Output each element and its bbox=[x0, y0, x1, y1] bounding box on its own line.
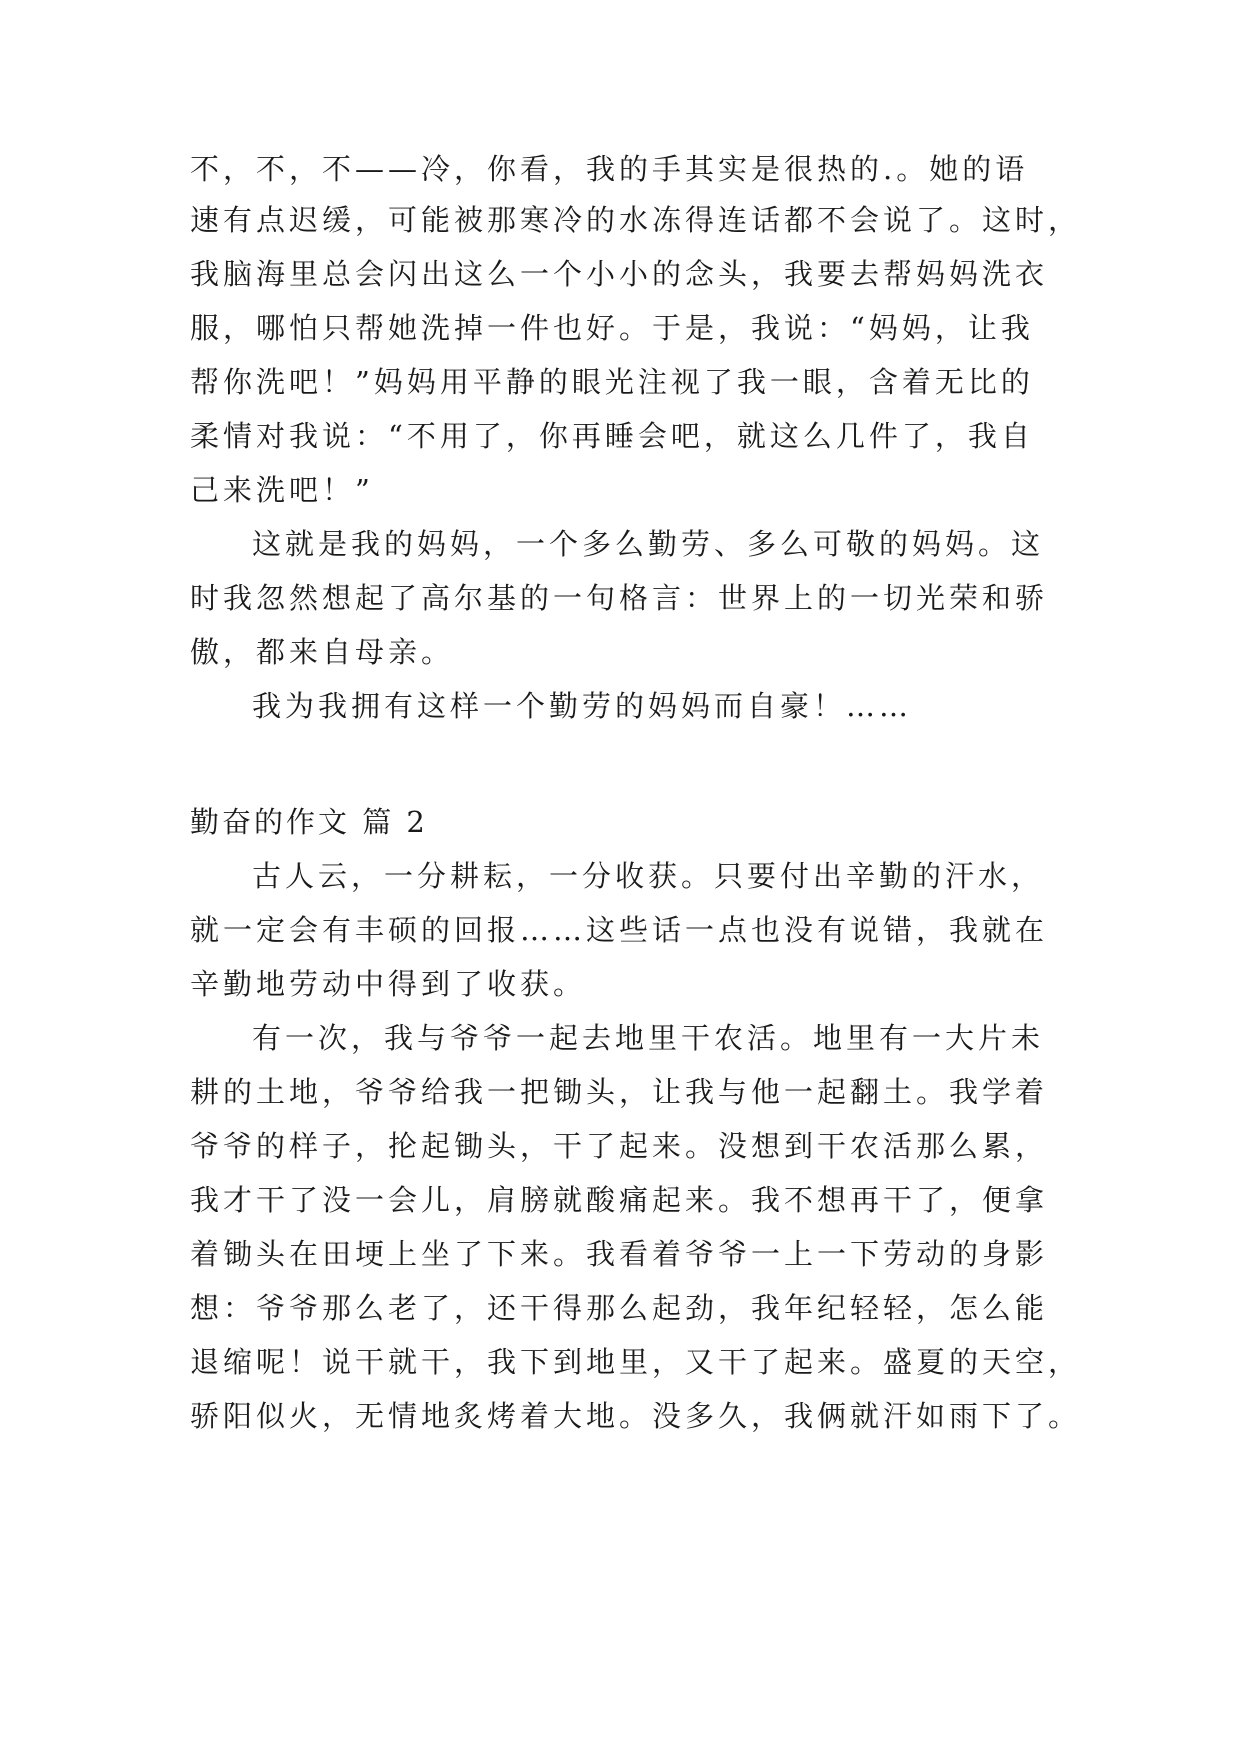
paragraph-line: 服，哪怕只帮她洗掉一件也好。于是，我说：“妈妈，让我 bbox=[190, 311, 1034, 345]
paragraph-line: 不，不，不——冷，你看，我的手其实是很热的.。她的语 bbox=[190, 152, 1029, 186]
paragraph-line: 傲，都来自母亲。 bbox=[190, 635, 455, 669]
paragraph-line: 我才干了没一会儿，肩膀就酸痛起来。我不想再干了，便拿 bbox=[190, 1183, 1049, 1217]
paragraph-line: 古人云，一分耕耘，一分收获。只要付出辛勤的汗水， bbox=[252, 859, 1045, 893]
paragraph-line: 辛勤地劳动中得到了收获。 bbox=[190, 967, 587, 1001]
paragraph-line: 耕的土地，爷爷给我一把锄头，让我与他一起翻土。我学着 bbox=[190, 1075, 1049, 1109]
paragraph-line: 帮你洗吧！”妈妈用平静的眼光注视了我一眼，含着无比的 bbox=[190, 365, 1034, 399]
paragraph-line: 退缩呢！说干就干，我下到地里，又干了起来。盛夏的天空， bbox=[190, 1345, 1082, 1379]
paragraph-line: 想：爷爷那么老了，还干得那么起劲，我年纪轻轻，怎么能 bbox=[190, 1291, 1049, 1325]
paragraph-line: 骄阳似火，无情地炙烤着大地。没多久，我俩就汗如雨下了。 bbox=[190, 1399, 1082, 1433]
paragraph-line: 我为我拥有这样一个勤劳的妈妈而自豪！…… bbox=[252, 689, 913, 723]
paragraph-line: 速有点迟缓，可能被那寒冷的水冻得连话都不会说了。这时， bbox=[190, 203, 1082, 237]
paragraph-line: 己来洗吧！” bbox=[190, 473, 374, 507]
paragraph-line: 我脑海里总会闪出这么一个小小的念头，我要去帮妈妈洗衣 bbox=[190, 257, 1049, 291]
paragraph-line: 时我忽然想起了高尔基的一句格言：世界上的一切光荣和骄 bbox=[190, 581, 1049, 615]
paragraph-line: 就一定会有丰硕的回报……这些话一点也没有说错，我就在 bbox=[190, 913, 1049, 947]
paragraph-line: 柔情对我说：“不用了，你再睡会吧，就这么几件了，我自 bbox=[190, 419, 1034, 453]
paragraph-line: 这就是我的妈妈，一个多么勤劳、多么可敬的妈妈。这 bbox=[252, 527, 1045, 561]
paragraph-line: 着锄头在田埂上坐了下来。我看着爷爷一上一下劳动的身影 bbox=[190, 1237, 1049, 1271]
paragraph-line: 爷爷的样子，抡起锄头，干了起来。没想到干农活那么累， bbox=[190, 1129, 1049, 1163]
section-heading: 勤奋的作文 篇 2 bbox=[190, 805, 428, 839]
paragraph-line: 有一次，我与爷爷一起去地里干农活。地里有一大片未 bbox=[252, 1021, 1045, 1055]
